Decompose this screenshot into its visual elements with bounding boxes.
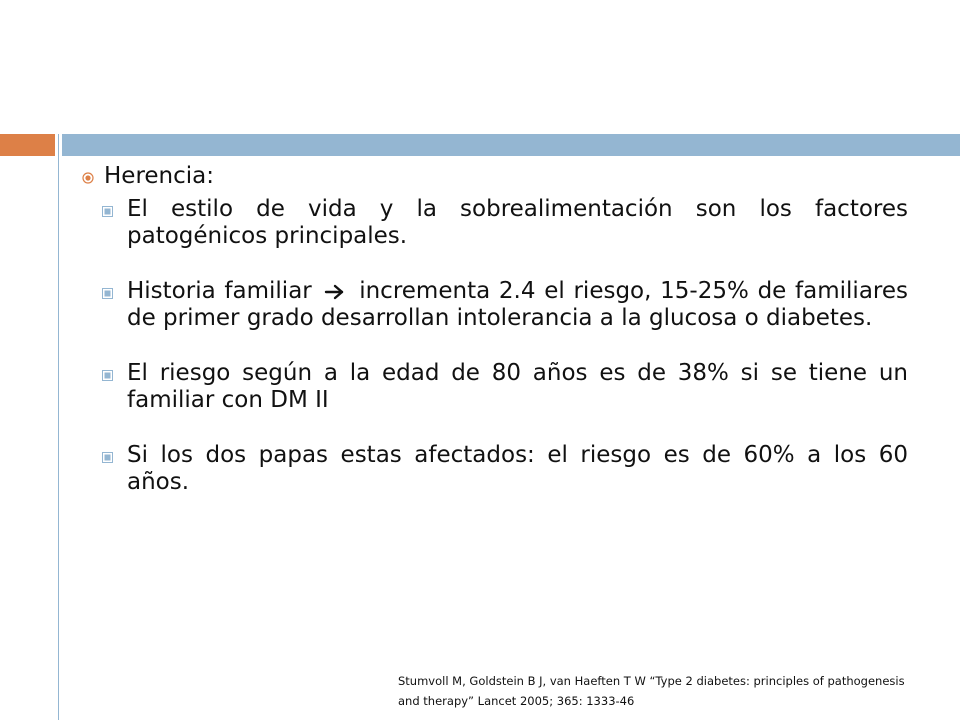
list-item [102,196,908,250]
citation-line-2: and therapy” Lancet 2005; 365: 1333-46 [398,694,635,708]
list-item [102,278,908,332]
list-item-text-before-arrow: Historia familiar [127,278,312,304]
list-item-text-after-arrow: incrementa 2.4 el riesgo, 15-25% de familiares de primer grado desarrollan intolerancia a la glucosa o diabetes. [127,278,909,331]
list-item-text: Si los dos papas estas afectados: el riesgo es de 60% a los 60 años. [127,442,908,495]
list-item [102,442,908,496]
square-bullet-icon [102,288,113,299]
left-divider-line [58,134,59,720]
list-item-text: El estilo de vida y la sobrealimentación son los factores patogénicos principales. [127,196,908,249]
citation-line-1: Stumvoll M, Goldstein B J, van Haeften T W “Type 2 diabetes: principles of pathogenesis [398,674,905,688]
bullet-list [82,196,908,496]
square-bullet-icon [102,370,113,381]
slide-content [82,162,908,524]
heading-row [82,162,908,190]
square-bullet-icon [102,206,113,217]
header-accent-blue-bar [62,134,960,156]
list-item [102,360,908,414]
right-arrow-icon [324,284,346,300]
citation-reference [398,671,960,711]
circle-dot-bullet-icon [82,172,94,184]
header-accent-orange-bar [0,134,55,156]
heading-text: Herencia: [104,163,215,189]
list-item-text: El riesgo según a la edad de 80 años es de 38% si se tiene un familiar con DM II [127,360,908,413]
list-item-text [127,278,908,332]
square-bullet-icon [102,452,113,463]
